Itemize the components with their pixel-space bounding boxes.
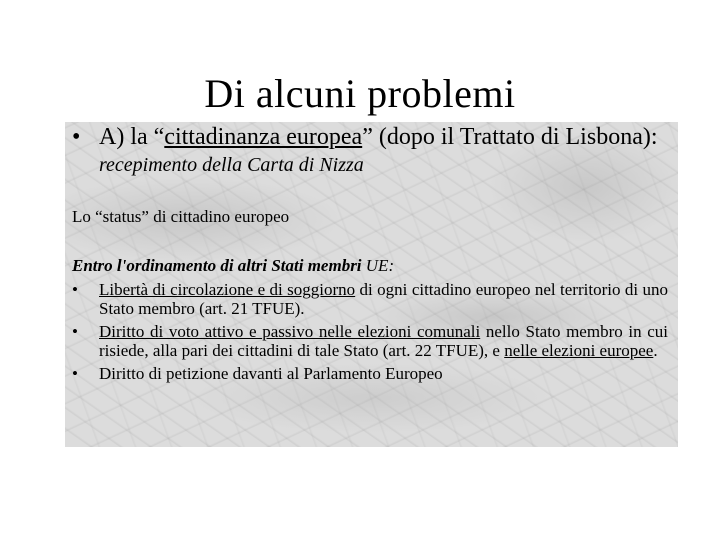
item-text: Diritto di petizione davanti al Parlamento Europeo: [99, 364, 443, 383]
item-underlined: Libertà di circolazione e di soggiorno: [99, 280, 356, 299]
entro-heading: [72, 256, 672, 276]
slide-title: Di alcuni problemi: [204, 71, 516, 116]
main-bullet-italic: recepimento della Carta di Nizza: [99, 154, 364, 176]
rights-list: [72, 280, 668, 387]
bullet-dot: •: [72, 124, 81, 150]
entro-tail: UE:: [361, 256, 395, 275]
main-bullet-prefix: A) la “: [99, 124, 165, 150]
main-bullet: [72, 124, 672, 179]
item-underlined-2: nelle elezioni europee: [504, 341, 654, 360]
status-line: Lo “status” di cittadino europeo: [72, 207, 290, 226]
main-bullet-suffix: ” (dopo il Trattato di Lisbona):: [362, 124, 658, 150]
list-item: [72, 280, 668, 318]
bullet-dot: •: [72, 364, 78, 383]
item-text: di ogni cittadino europeo nel territorio di uno Stato membro (art. 21 TFUE).: [99, 280, 668, 318]
item-text-2: .: [653, 341, 658, 360]
bullet-dot: •: [72, 280, 78, 299]
entro-lead: Entro l'ordinamento di altri Stati membri: [72, 256, 362, 275]
main-bullet-text: [99, 124, 672, 179]
item-text: nello Stato membro in cui risiede, alla pari dei cittadini di tale Stato (art. 22 TFUE), e: [99, 322, 668, 360]
bullet-dot: •: [72, 322, 78, 341]
item-underlined: Diritto di voto attivo e passivo nelle elezioni comunali: [99, 322, 481, 341]
list-item: [72, 322, 668, 360]
list-item: [72, 364, 668, 383]
cittadinanza-europea-link: cittadinanza europea: [164, 124, 363, 150]
